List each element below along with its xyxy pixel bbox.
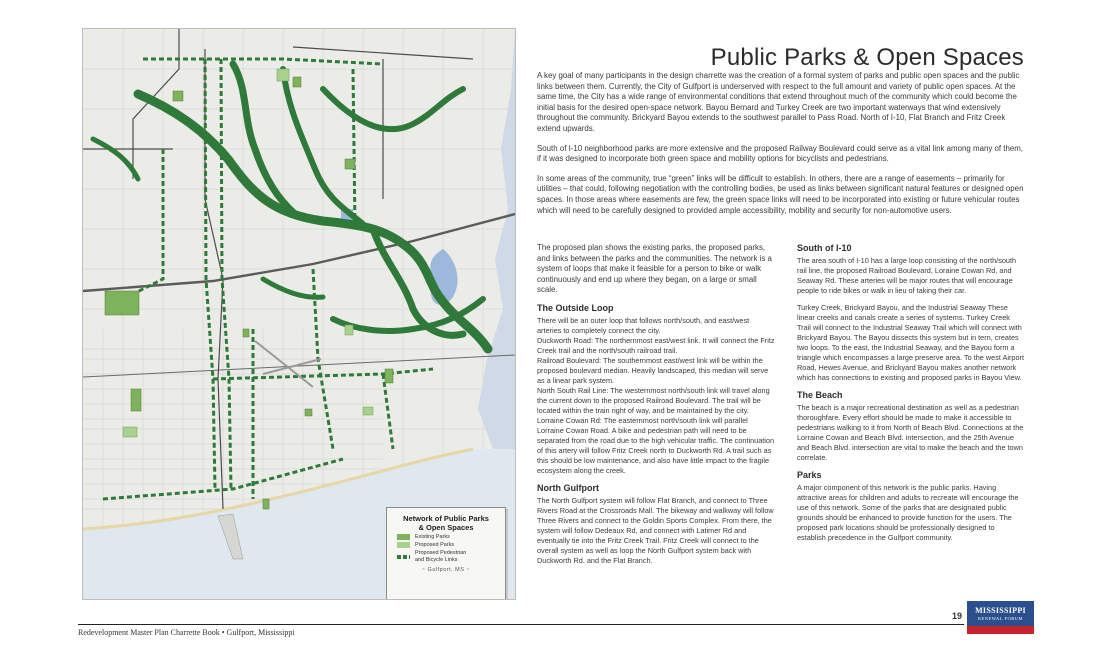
right-column [797, 243, 1025, 550]
intro-paragraph: A key goal of many participants in the design charrette was the creation of a formal system of parks and public open spaces and the public links between them. Currently, the City of Gulfport is underserved with respect to the full amount and variety of public open spaces. At the same time, the City has a wide range of environmental conditions that extend throughout much of the community which could become the initial basis for the desired open-space network. Bayou Bernard and Turkey Creek are two important waterways that wind extensively throughout the community. Brickyard Bayou extends to the southwest parallel to Pass Road. North of I-10, Flat Branch and Fritz Creek extend upwards. [537, 71, 1020, 133]
logo-line1: MISSISSIPPI [975, 606, 1026, 615]
intro-text [537, 71, 1024, 225]
footer-text: Redevelopment Master Plan Charrette Book • Gulfport, Mississippi [78, 628, 295, 637]
logo-red-bar [967, 626, 1034, 634]
legend-title-line2: & Open Spaces [418, 523, 474, 532]
beach-heading: The Beach [797, 390, 843, 400]
left-column [537, 243, 775, 573]
north-gulfport-heading: North Gulfport [537, 482, 599, 493]
legend-label: Proposed Parks [415, 542, 455, 548]
intro-paragraph: In some areas of the community, true “green” links will be difficult to establish. In others, there are a range of easements – primarily for utilities – that could, following negotiation with the controlling bodies, be used as links between significant natural features or designed open spaces. In those areas where easements are few, the green space links will need to be incorporated into existing or future vehicular routes which will need to be carefully designed to provided ample accessibility, mobility and security for non-automotive users. [537, 173, 1024, 215]
page-number: 19 [952, 611, 963, 621]
plan-summary: The proposed plan shows the existing parks, the proposed parks, and links between the parks and the communities. The network is a system of loops that make it feasible for a person to bike or walk continuously and end up where they began, on a large or small scale. [537, 243, 772, 295]
south-i10-text: Turkey Creek, Brickyard Bayou, and the Industrial Seaway These linear creeks and canals create a series of systems. Turkey Creek Trail will connect to the Industrial Seaway Trail which will connect with Brickyard Bayou. The Bayou dissects this system but in tern, creates two loops. To the east, the Industrial Seaway, and the Bayou form a triangle which encompasses a large preserve area. To the west Airport Road, Hewes Avenue, and Brickyard Bayou makes another network which has connections to existing and proposed parks in Bayou View. [797, 303, 1024, 382]
parks-heading: Parks [797, 470, 822, 480]
legend-item-proposed-parks [397, 542, 505, 548]
legend-title-line1: Network of Public Parks [403, 514, 489, 523]
legend-item-proposed-links [397, 550, 505, 563]
legend-item-existing-parks [397, 534, 505, 540]
parks-network-map [82, 28, 516, 600]
legend-label: Proposed Pedestrian and Bicycle Links [415, 550, 467, 563]
parks-text: A major component of this network is the public parks. Having attractive areas for children and adults to recreate will encourage the use of this network. Some of the parks that are designated public grounds should be enhanced to provide function for the users. The proposed park locations should be professionally designed to establish precedence in the Gulfport community. [797, 483, 1019, 542]
map-legend [386, 507, 506, 600]
existing-parks-swatch [397, 534, 410, 540]
south-i10-text: The area south of I-10 has a large loop consisting of the north/south rail line, the proposed Railroad Boulevard, Loraine Cowan Rd, and Seaway Rd. These arteries will be major routes that will encourage people to ride bikes or walk in lieu of taking their car. [797, 256, 1017, 295]
page-title: Public Parks & Open Spaces [710, 44, 1024, 72]
intro-paragraph: South of I-10 neighborhood parks are more extensive and the proposed Railway Boulevard could serve as a vital link among many of them, if it was designed to incorporate both green space and mobility options for bicyclists and pedestrians. [537, 143, 1023, 164]
north-gulfport-text: The North Gulfport system will follow Flat Branch, and connect to Three Rivers Road at the Crossroads Mall. The bikeway and walkway will follow Three Rivers and connect to the Goldin Sports Complex. From there, the system will follow Dedeaux Rd, and connect with Latimer Rd and eventually tie into the Fritz Creek Trail. Fritz Creek will connect to the overall system as well as loop the North Gulfport system back with Duckworth Rd. and the Flat Branch. [537, 495, 774, 565]
legend-label: Existing Parks [415, 534, 450, 540]
legend-title [387, 514, 505, 532]
footer-divider [78, 624, 964, 625]
outside-loop-text: There will be an outer loop that follows north/south, and east/west arteries to completely connect the city. Duckworth Road: The northernmost east/west link. It will connect the Fritz Creek trail and the north/south railroad trail. Railroad Boulevard: The southernmost east/west link will be within the proposed boulevard median. Heavily landscaped, this median will serve as a linear park system. North South Rail Line: The westernmost north/south link will travel along the current down to the proposed Railroad Boulevard. The trail will be located within the train right of way, and be maintained by the city. Lorraine Cowan Rd: The easternmost north/south link will parallel Lorraine Cowan Road. A bike and pedestrian path will need to be separated from the road due to the high vehicular traffic. The continuation of this artery will follow Fritz Creek north to Duckworth Rd. A trail such as this should be low maintenance, and also have little impact to the fragile ecosystem along the creek. [537, 315, 775, 475]
proposed-parks-swatch [397, 542, 410, 548]
mississippi-renewal-forum-logo [967, 601, 1034, 634]
logo-line2: RENEWAL FORUM [978, 616, 1023, 621]
legend-place: ~ Gulfport, MS ~ [421, 567, 471, 573]
outside-loop-heading: The Outside Loop [537, 302, 614, 313]
south-i10-heading: South of I-10 [797, 243, 852, 253]
proposed-links-swatch [397, 555, 410, 559]
beach-text: The beach is a major recreational destination as well as a pedestrian thoroughfare. Every effort should be made to make it accessible to pedestrians walking to it from North of Beach Blvd. Connections at the Lorraine Cowan and Beach Blvd. intersection, and the 25th Avenue and Beach Blvd. intersection are vital to make the beach and the town correlate. [797, 403, 1024, 462]
